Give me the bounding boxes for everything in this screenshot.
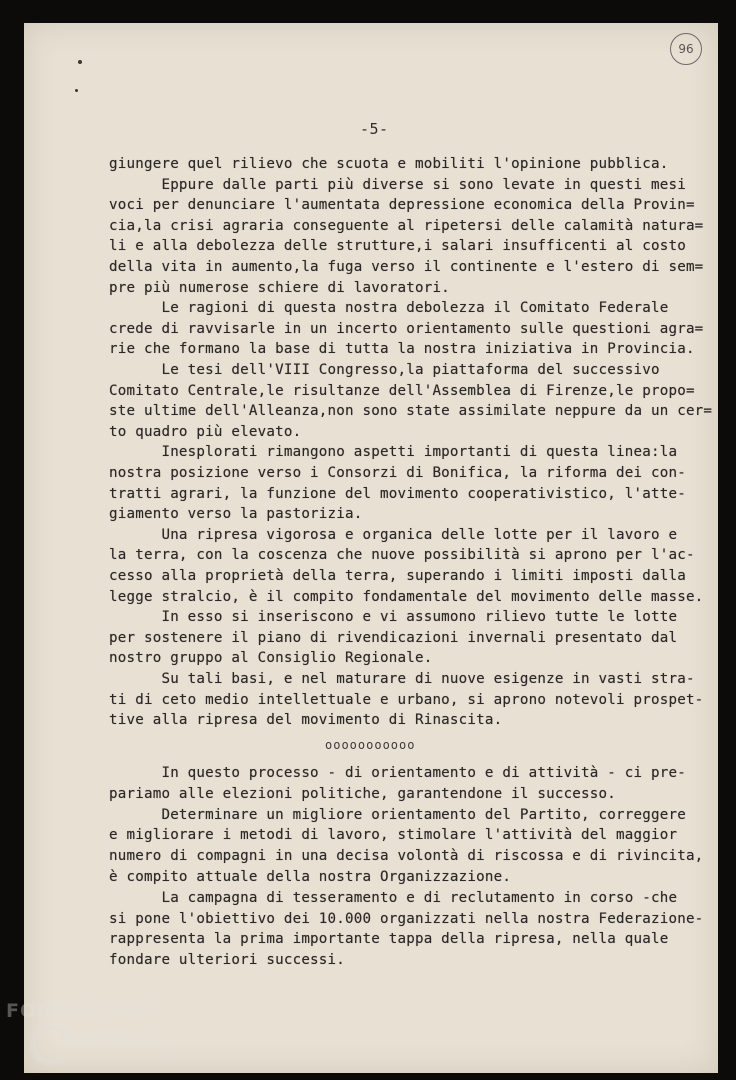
text-line: rie che formano la base di tutta la nostra iniziativa in Provincia. — [109, 341, 695, 358]
fondazione-gramsci-watermark — [6, 1000, 196, 1076]
text-line: crede di ravvisarle in un incerto orientamento sulle questioni agra= — [109, 320, 704, 337]
text-line: cesso alla proprietà della terra, superando i limiti imposti dalla — [109, 568, 686, 584]
text-line: ste ultime dell'Alleanza,non sono state assimilate neppure da un cer= — [109, 403, 713, 420]
text-line: li e alla debolezza delle strutture,i salari insufficenti al costo — [109, 238, 686, 255]
text-line: Comitato Centrale,le risultanze dell'Assemblea di Firenze,le propo= — [109, 382, 695, 399]
watermark-suffix: onlus — [154, 1054, 181, 1065]
page-number: -5- — [360, 120, 389, 138]
watermark-line-1: FONDAZIONE — [6, 1000, 158, 1022]
paper-speck — [75, 89, 78, 92]
watermark-line-2: RAMSCI — [62, 1026, 160, 1050]
archive-page-stamp: 96 — [670, 33, 702, 65]
text-line: giamento verso la pastorizia. — [109, 506, 363, 523]
text-line: ti di ceto medio intellettuale e urbano, si aprono notevoli prospet- — [109, 691, 704, 708]
text-line: è compito attuale della nostra Organizzazione. — [109, 869, 512, 885]
text-line: Inesplorati rimangono aspetti importanti di questa linea:la — [109, 444, 678, 461]
text-line: In esso si inseriscono e vi assumono rilievo tutte le lotte — [109, 609, 678, 626]
paper-speck — [78, 60, 82, 64]
text-line: e migliorare i metodi di lavoro, stimolare l'attività del maggior — [109, 827, 678, 844]
text-line: voci per denunciare l'aumentata depressione economica della Provin= — [109, 197, 695, 214]
text-line: Determinare un migliore orientamento del Partito, correggere — [109, 806, 686, 823]
text-line: rappresenta la prima importante tappa della ripresa, nella quale — [109, 931, 669, 948]
text-line: cia,la crisi agraria conseguente al ripetersi delle calamità natura= — [109, 217, 704, 234]
text-line: per sostenere il piano di rivendicazioni invernali presentato dal — [109, 629, 678, 646]
text-line: la terra, con la coscenza che nuove possibilità si aprono per l'ac- — [109, 547, 695, 564]
text-line: si pone l'obiettivo dei 10.000 organizzati nella nostra Federazione- — [109, 910, 704, 927]
text-line: fondare ulteriori successi. — [109, 952, 346, 969]
text-line: pariamo alle elezioni politiche, garantendone il successo. — [109, 785, 617, 802]
text-line: Le ragioni di questa nostra debolezza il Comitato Federale — [109, 300, 669, 317]
text-line: pre più numerose schiere di lavoratori. — [109, 279, 450, 296]
text-line: numero di compagni in una decisa volontà di riscossa e di rivincita, — [109, 848, 704, 865]
text-line: Una ripresa vigorosa e organica delle lotte per il lavoro e — [109, 526, 678, 543]
text-line: to quadro più elevato. — [109, 423, 302, 440]
text-line: La campagna di tesseramento e di reclutamento in corso -che — [109, 889, 678, 906]
text-line: nostra posizione verso i Consorzi di Bonifica, la riforma dei con- — [109, 465, 686, 481]
text-line: tive alla ripresa del movimento di Rinascita. — [109, 712, 503, 729]
text-line: In questo processo - di orientamento e di attività - ci pre- — [109, 765, 686, 781]
text-line: giungere quel rilievo che scuota e mobiliti l'opinione pubblica. — [109, 156, 669, 172]
text-line: nostro gruppo al Consiglio Regionale. — [109, 650, 433, 667]
text-line: Le tesi dell'VIII Congresso,la piattaforma del successivo — [109, 362, 660, 378]
text-line: legge stralcio, è il compito fondamentale del movimento delle masse. — [109, 588, 704, 605]
text-line: della vita in aumento,la fuga verso il continente e l'estero di sem= — [109, 259, 704, 275]
section-separator: ooooooooooo — [325, 738, 416, 752]
text-line: Su tali basi, e nel maturare di nuove esigenze in vasti stra- — [109, 671, 695, 687]
text-line: tratti agrari, la funzione del movimento cooperativistico, l'atte- — [109, 485, 686, 502]
text-line: Eppure dalle parti più diverse si sono levate in questi mesi — [109, 176, 686, 193]
